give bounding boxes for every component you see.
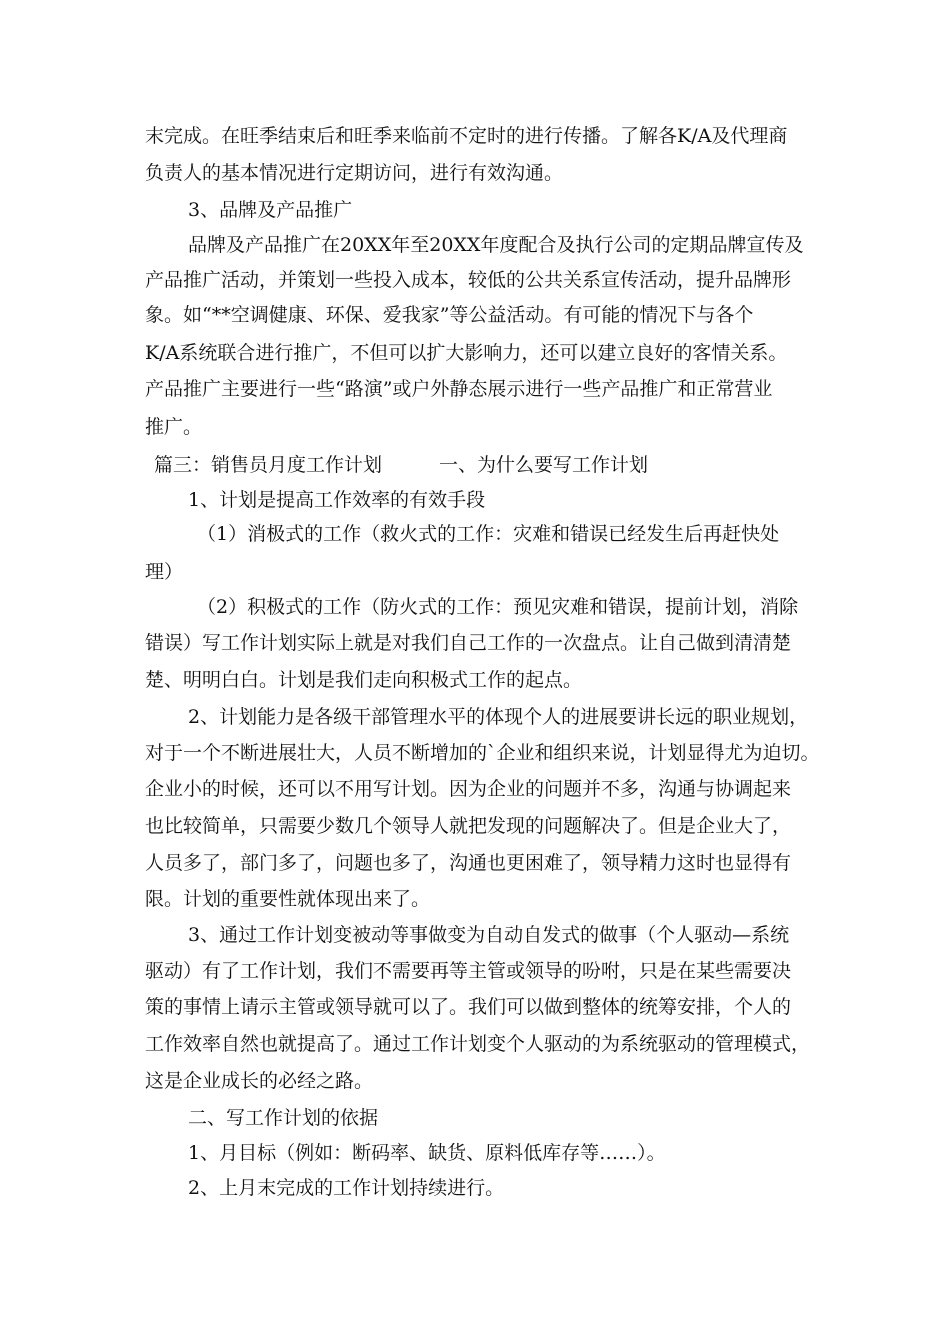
chapter-heading: 篇三：销售员月度工作计划 一、为什么要写工作计划	[154, 454, 649, 476]
text-line-14: （2）积极式的工作（防火式的工作：预见灾难和错误，提前计划，消除	[197, 596, 799, 618]
text-line-7: K/A系统联合进行推广，不但可以扩大影响力，还可以建立良好的客情关系。	[145, 342, 788, 364]
text-line-19: 企业小的时候，还可以不用写计划。因为企业的问题并不多，沟通与协调起来	[145, 778, 792, 800]
text-line-6: 象。如“**空调健康、环保、爱我家”等公益活动。有可能的情况下与各个	[145, 304, 754, 326]
text-line-8: 产品推广主要进行一些“路演”或户外静态展示进行一些产品推广和正常营业	[145, 378, 773, 400]
text-line-4: 品牌及产品推广在20XX年至20XX年度配合及执行公司的定期品牌宣传及	[188, 234, 804, 256]
section-heading-brand-promotion: 3、品牌及产品推广	[188, 199, 353, 221]
text-line-21: 人员多了，部门多了，问题也多了，沟通也更困难了，领导精力这时也显得有	[145, 852, 792, 874]
text-line-23: 3、通过工作计划变被动等事做变为自动自发式的做事（个人驱动—系统	[188, 924, 790, 946]
text-line-20: 也比较简单，只需要少数几个领导人就把发现的问题解决了。但是企业大了，	[145, 815, 792, 837]
text-line-18: 对于一个不断进展壮大，人员不断增加的`企业和组织来说，计划显得尤为迫切。	[145, 742, 820, 764]
text-line-26: 工作效率自然也就提高了。通过工作计划变个人驱动的为系统驱动的管理模式，	[145, 1033, 811, 1055]
text-line-29: 1、月目标（例如：断码率、缺货、原料低库存等……）。	[188, 1142, 666, 1164]
text-line-2: 负责人的基本情况进行定期访问，进行有效沟通。	[145, 162, 564, 184]
text-line-25: 策的事情上请示主管或领导就可以了。我们可以做到整体的统筹安排，个人的	[145, 996, 792, 1018]
text-line-9: 推广。	[145, 416, 203, 438]
text-line-17: 2、计划能力是各级干部管理水平的体现个人的进展要讲长远的职业规划，	[188, 706, 809, 728]
text-line-1: 末完成。在旺季结束后和旺季来临前不定时的进行传播。了解各K/A及代理商	[145, 125, 788, 147]
section-heading-plan-basis: 二、写工作计划的依据	[188, 1107, 379, 1129]
text-line-24: 驱动）有了工作计划，我们不需要再等主管或领导的吩咐，只是在某些需要决	[145, 960, 792, 982]
text-line-30: 2、上月末完成的工作计划持续进行。	[188, 1177, 505, 1199]
text-line-16: 楚、明明白白。计划是我们走向积极式工作的起点。	[145, 669, 583, 691]
text-line-5: 产品推广活动，并策划一些投入成本，较低的公共关系宣传活动，提升品牌形	[145, 269, 792, 291]
text-line-22: 限。计划的重要性就体现出来了。	[145, 888, 431, 910]
text-line-11: 1、计划是提高工作效率的有效手段	[188, 489, 486, 511]
text-line-27: 这是企业成长的必经之路。	[145, 1070, 374, 1092]
text-line-12: （1）消极式的工作（救火式的工作：灾难和错误已经发生后再赶快处	[197, 523, 780, 545]
text-line-13: 理）	[145, 561, 184, 583]
text-line-15: 错误）写工作计划实际上就是对我们自己工作的一次盘点。让自己做到清清楚	[145, 632, 792, 654]
